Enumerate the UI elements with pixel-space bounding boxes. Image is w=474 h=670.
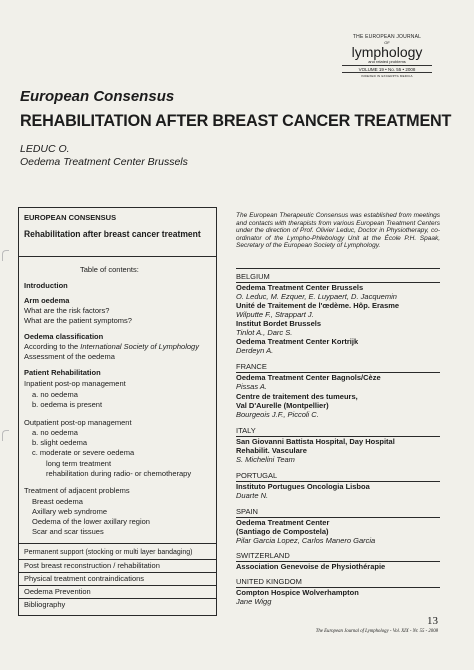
toc-item-inpatient: Inpatient post-op management: [24, 379, 126, 388]
center-people: Pissas A.: [236, 382, 267, 391]
toc-item-long-term: long term treatment: [46, 459, 112, 468]
toc-item-adjacent: Treatment of adjacent problems: [24, 486, 130, 495]
toc-item-lower-axillary: Oedema of the lower axillary region: [32, 517, 150, 526]
toc-item-assessment: Assessment of the oedema: [24, 352, 115, 361]
journal-index-line: INDEXED IN EXCERPTA MEDICA: [361, 74, 413, 78]
binding-hole-mark: [2, 430, 9, 441]
center-people: Bourgeois J.F., Piccoli C.: [236, 410, 319, 419]
author-affiliation: Oedema Treatment Center Brussels: [20, 156, 188, 168]
section-heading: European Consensus: [20, 88, 175, 105]
center-people: O. Leduc, M. Ezquer, E. Luypaert, D. Jacquemin: [236, 292, 397, 301]
center-name: Oedema Treatment Center Brussels: [236, 283, 364, 292]
toc-item-introduction: Introduction: [24, 281, 68, 290]
center-people: Tinlot A., Darc S.: [236, 328, 293, 337]
journal-of-line: OF: [384, 40, 390, 45]
country-switzerland: SWITZERLAND: [236, 551, 290, 560]
center-people: Pilar Garcia Lopez, Carlos Manero Garcia: [236, 536, 376, 545]
toc-item-arm-oedema: Arm oedema: [24, 296, 70, 305]
toc-item-scar: Scar and scar tissues: [32, 527, 104, 536]
country-spain: SPAIN: [236, 507, 258, 516]
toc-item-prevention: Oedema Prevention: [24, 587, 91, 596]
country-portugal: PORTUGAL: [236, 471, 278, 480]
toc-according-society: International Society of Lymphology: [80, 342, 199, 351]
toc-heading: Table of contents:: [80, 265, 139, 274]
toc-item-outpatient-c: c. moderate or severe oedema: [32, 448, 135, 457]
toc-box-label: EUROPEAN CONSENSUS: [24, 213, 117, 222]
toc-divider: [18, 543, 217, 544]
toc-divider: [18, 598, 217, 599]
toc-item-according: [24, 342, 199, 352]
center-name: Rehabilit. Vasculare: [236, 446, 307, 455]
center-name: Institut Bordet Brussels: [236, 319, 322, 328]
country-italy: ITALY: [236, 426, 256, 435]
center-name: Oedema Treatment Center Kortrijk: [236, 337, 359, 346]
section-divider: [236, 268, 440, 269]
toc-according-prefix: According to the: [24, 342, 81, 351]
toc-item-contraindications: Physical treatment contraindications: [24, 574, 145, 583]
country-france: FRANCE: [236, 362, 267, 371]
center-name: Centre de traitement des tumeurs,: [236, 392, 358, 401]
toc-item-patient-rehab: Patient Rehabilitation: [24, 368, 101, 377]
article-title: REHABILITATION AFTER BREAST CANCER TREATMENT: [20, 112, 452, 130]
toc-item-breast-oedema: Breast oedema: [32, 497, 83, 506]
toc-item-symptoms: What are the patient symptoms?: [24, 316, 132, 325]
center-people: Jane Wigg: [236, 597, 272, 606]
country-uk: UNITED KINGDOM: [236, 577, 302, 586]
toc-item-classification: Oedema classification: [24, 332, 104, 341]
journal-subtitle: and related problems: [368, 59, 406, 64]
toc-item-outpatient-b: b. slight oedema: [32, 438, 88, 447]
journal-logo: lymphology: [351, 44, 423, 60]
toc-item-outpatient: Outpatient post-op management: [24, 418, 132, 427]
country-belgium: BELGIUM: [236, 272, 270, 281]
toc-item-bibliography: Bibliography: [24, 600, 66, 609]
journal-name-line: THE EUROPEAN JOURNAL: [352, 34, 422, 40]
center-people: S. Michelini Team: [236, 455, 295, 464]
center-name: Oedema Treatment Center: [236, 518, 330, 527]
center-name: Oedema Treatment Center Bagnols/Cèze: [236, 373, 381, 382]
toc-divider: [18, 559, 217, 560]
center-name: Instituto Portugues Oncologia Lisboa: [236, 482, 370, 491]
toc-item-inpatient-b: b. oedema is present: [32, 400, 103, 409]
center-name: San Giovanni Battista Hospital, Day Hospital: [236, 437, 395, 446]
journal-volume: VOLUME 19 • No. 55 • 2008: [342, 65, 432, 73]
center-name: (Santiago de Compostela): [236, 527, 329, 536]
center-people: Duarte N.: [236, 491, 269, 500]
center-name: Association Genevoise de Physiothérapie: [236, 562, 386, 571]
center-name: Compton Hospice Wolverhampton: [236, 588, 359, 597]
toc-item-axillary: Axillary web syndrome: [32, 507, 108, 516]
center-name: Unité de Traitement de l'œdème. Hôp. Erasme: [236, 301, 400, 310]
footer-journal-line: The European Journal of Lymphology - Vol. XIX - Nr. 55 - 2008: [315, 629, 438, 634]
toc-item-post-breast: Post breast reconstruction / rehabilitation: [24, 561, 160, 570]
consensus-intro-text: The European Therapeutic Consensus was established from meetings and contacts with therapists from various European Treatment Centers under the direction of Prof. Olivier Leduc, Doctor in Physiotherapy, co-ordinator of the Lympho-Phlebology Unit at the École P.H. Spaak, Secretary of the European Society of Lymphology.: [236, 212, 440, 250]
toc-divider: [18, 572, 217, 573]
toc-divider: [18, 585, 217, 586]
toc-item-inpatient-a: a. no oedema: [32, 390, 78, 399]
toc-item-rehab-during: rehabilitation during radio- or chemotherapy: [46, 469, 192, 478]
journal-masthead: [342, 34, 432, 78]
toc-item-permanent: Permanent support (stocking or multi layer bandaging): [24, 549, 193, 556]
toc-box-title: Rehabilitation after breast cancer treatment: [24, 229, 201, 240]
page-number: 13: [427, 615, 438, 627]
center-people: Wilputte F., Strappart J.: [236, 310, 314, 319]
article-author: LEDUC O.: [20, 143, 70, 155]
binding-hole-mark: [2, 250, 9, 261]
center-name: Val D'Aurelle (Montpellier): [236, 401, 329, 410]
toc-item-outpatient-a: a. no oedema: [32, 428, 78, 437]
toc-item-risk-factors: What are the risk factors?: [24, 306, 110, 315]
center-people: Derdeyn A.: [236, 346, 274, 355]
